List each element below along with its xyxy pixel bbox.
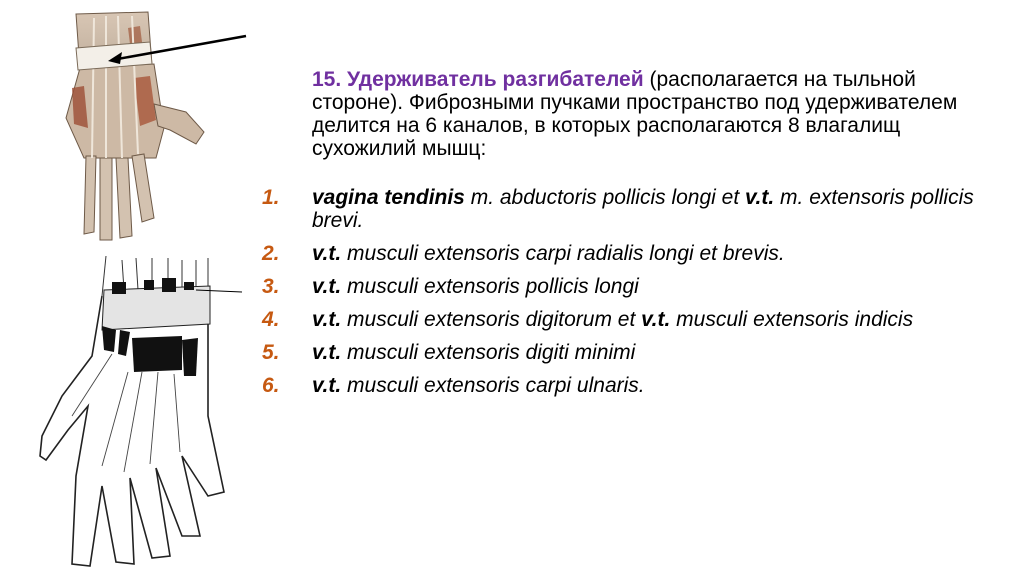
section-body: (располагается на тыльной стороне). Фиброзными пучками пространство под удерживателем делится на 6 каналов, в которых располагаются 8 влагалищ сухожилий мышц: <box>312 68 958 160</box>
hand-tendon-sheaths-drawing <box>32 246 246 574</box>
list-item-text: v.t. <box>312 374 342 397</box>
list-item-text: v.t. <box>312 341 342 364</box>
list-item-text: musculi extensoris carpi radialis longi et brevis. <box>341 242 785 265</box>
list-item-number: 6. <box>262 374 280 397</box>
list-item-text: musculi extensoris indicis <box>670 308 914 331</box>
list-item-number: 3. <box>262 275 280 298</box>
list-item-text: musculi extensoris digitorum et <box>341 308 642 331</box>
list-item-text: v.t. <box>312 275 342 298</box>
intro-paragraph <box>312 68 1002 160</box>
hand-anatomy-illustration <box>36 8 256 244</box>
list-item-text: v.t. <box>312 242 342 265</box>
list-item <box>262 242 1002 265</box>
list-item-number: 5. <box>262 341 280 364</box>
list-item <box>262 186 1002 232</box>
list-item-text: musculi extensoris pollicis longi <box>341 275 639 298</box>
section-number: 15. <box>312 68 342 91</box>
list-item-number: 2. <box>262 242 280 265</box>
list-item-text: m. abductoris pollicis longi et <box>464 186 746 209</box>
list-item-text: v.t. <box>641 308 671 331</box>
list-item <box>262 275 1002 298</box>
section-title: Удерживатель разгибателей <box>347 68 644 91</box>
list-item-text: m. extensoris pollicis brevi. <box>312 186 974 232</box>
list-item-text: v.t. <box>745 186 775 209</box>
list-item-number: 1. <box>262 186 280 209</box>
list-item-number: 4. <box>262 308 280 331</box>
list-item <box>262 308 1002 331</box>
list-item-text: musculi extensoris carpi ulnaris. <box>341 374 645 397</box>
list-item-text: vagina tendinis <box>312 186 465 209</box>
tendon-sheath-list <box>262 186 1002 407</box>
list-item <box>262 341 1002 364</box>
list-item-text: musculi extensoris digiti minimi <box>341 341 636 364</box>
list-item <box>262 374 1002 397</box>
list-item-text: v.t. <box>312 308 342 331</box>
